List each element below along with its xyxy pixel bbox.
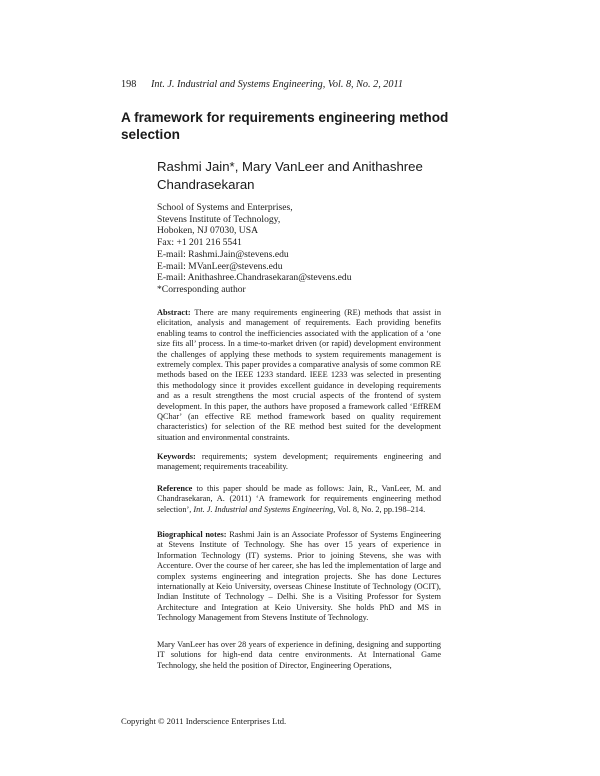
running-head [121,79,421,90]
affiliation-line: School of Systems and Enterprises, [157,202,293,213]
corresponding-author-note: *Corresponding author [157,283,246,295]
affiliation-block [157,202,457,296]
email-line: E-mail: MVanLeer@stevens.edu [157,260,283,272]
page-number: 198 [121,79,137,90]
email-line: E-mail: Anithashree.Chandrasekaran@stevens.edu [157,272,352,284]
biography-vanleer: Mary VanLeer has over 28 years of experience in defining, designing and supporting IT solutions for high-end data centre environments. At International Game Technology, she held the position of Director, Engineering Operations, [157,640,441,670]
affiliation-line: Stevens Institute of Technology, [157,213,281,225]
keywords-label: Keywords: [157,452,196,461]
reference-journal: Int. J. Industrial and Systems Engineering [193,504,334,514]
abstract-label: Abstract: [157,308,191,317]
affiliation-line: Hoboken, NJ 07030, USA [157,225,259,237]
biographical-notes [157,530,441,624]
author-list: Rashmi Jain*, Mary VanLeer and Anithashree Chandrasekaran [157,159,423,192]
fax-line: Fax: +1 201 216 5541 [157,237,242,249]
reference-text: to this paper should be made as follows: Jain, R., VanLeer, M. and Chandrasekaran, A. (2011) ‘A framework for requirements engineering method selection’, [157,484,441,514]
reference-volume: , Vol. 8, No. 2, pp.198–214. [333,504,426,514]
reference-label: Reference [157,484,193,493]
copyright-notice: Copyright © 2011 Inderscience Enterprises Ltd. [121,716,287,726]
keywords-text: requirements; system development; requirements engineering and management; requirements traceability. [157,452,441,472]
keywords [157,452,441,473]
abstract [157,308,441,443]
email-line: E-mail: Rashmi.Jain@stevens.edu [157,248,289,260]
biography-jain: Rashmi Jain is an Associate Professor of Systems Engineering at Stevens Institute of Technology. She has over 15 years of experience in Information Technology (IT) systems. Prior to joining Stevens, she was with Accenture. Over the course of her career, she has led the implementation of large and complex systems engineering and integration projects. She has done Lectures internationally at Keio University, overseas Chinese Institute of Technology (OCIT), Indian Institute of Technology – Delhi. She is a Visiting Professor for System Architecture and Integration at Keio University. She holds PhD and MS in Technology Management from Stevens Institute of Technology. [157,530,442,623]
abstract-text: There are many requirements engineering (RE) methods that assist in elicitation, analysis and management of requirements. Each providing benefits enabling teams to control the inefficiencies associated with the application of a ‘one size fits all’ process. In a time-to-market driven (or rapid) development environment the challenges of applying these methods to system requirements management is extremely complex. This paper provides a comparative analysis of some common RE methods based on the IEEE 1233 standard. IEEE 1233 was selected in presenting this methodology since it provides excellent guidance in developing requirements and as a result strengthens the most crucial aspects of the frontend of system development. In this paper, the authors have proposed a framework called ‘EffREM QChar’ (an effective RE method framework based on quality requirement characteristics) for selection of the RE method best suited for the development situation and environmental constraints. [157,308,441,442]
citation-reference [157,484,441,515]
journal-citation: Int. J. Industrial and Systems Engineering, Vol. 8, No. 2, 2011 [151,79,403,90]
biographical-label: Biographical notes: [157,530,227,539]
paper-title: A framework for requirements engineering method selection [121,110,449,142]
